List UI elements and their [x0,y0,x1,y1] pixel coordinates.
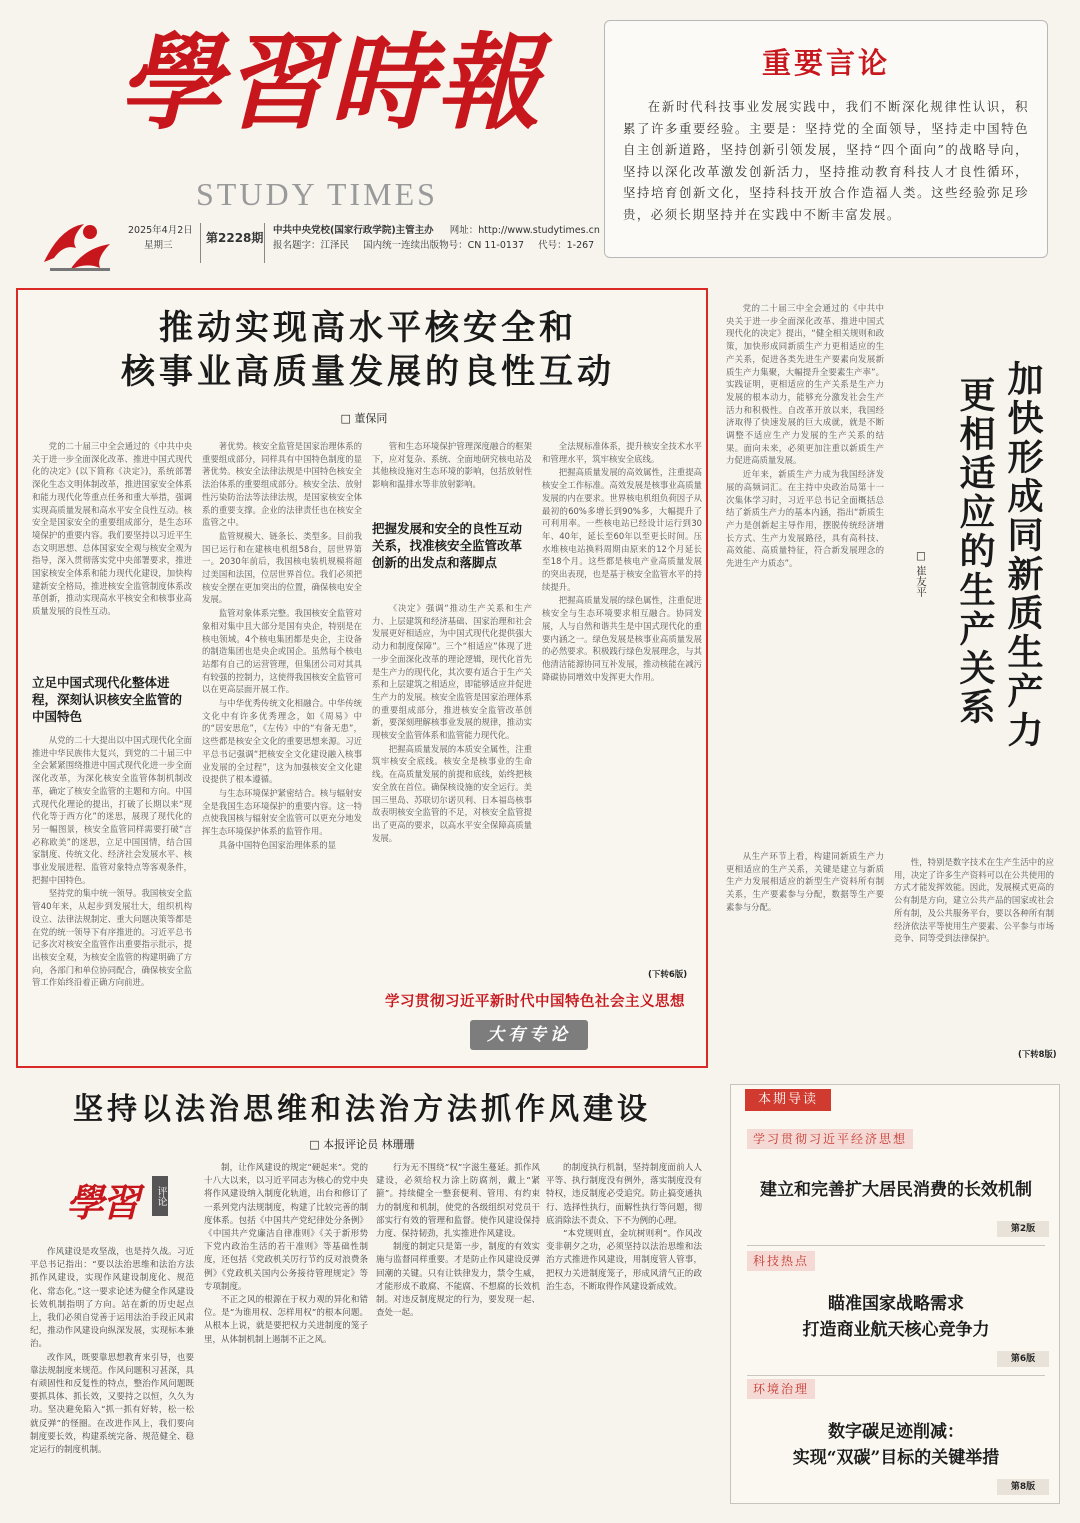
commentary-logo-text: 學習 [66,1180,139,1225]
paragraph: 与中华优秀传统文化相融合。中华传统文化中有许多优秀理念，如《周易》中的“居安思危”，《左传》中的“有备无患”，这些都是核安全文化的重要思想来源。习近平总书记强调“把核安全文化建设融入核事业发展的全过程”，这为加强核安全文化建设提供了根本遵循。 [202,698,362,785]
column-banner [376,990,694,1060]
guide-category: 科技热点 [747,1251,815,1271]
paragraph: 改作风，既要靠思想教育来引导，也要靠法规制度来规范。作风问题积习甚深，具有顽固性和反复性的特点，整治作风问题既要抓具体、抓长效，又要持之以恒，久久为功。坚决避免陷入“抓一抓有好转，松一松就反弹”的怪圈。在改进作风上，我们要向制度要长效，构建系统完备、规范健全、稳定运行的制度机制。 [30,1352,194,1456]
lead-title-line-1: 推动实现高水平核安全和 [159,308,577,348]
guide-item-title[interactable] [731,1177,1061,1203]
paragraph: 著优势。核安全监管是国家治理体系的重要组成部分，同样具有中国特色制度的显著优势。核安全法律法规是中国特色核安全法治体系的重要组成部分。核安全法、放射性污染防治法等法律法规，是国家核安全体系的重要支撑。企业的法律责任也在核安全监管之中。 [202,441,362,528]
right-article-title-line-2: 更相适应的生产关系 [954,376,996,727]
commentary-column-3 [376,1162,540,1506]
right-article-author: □ 崔友平 [915,550,927,597]
party-school-emblem-icon [40,218,118,276]
divider [747,1245,1045,1246]
paragraph: 具备中国特色国家治理体系的显 [218,839,337,850]
lead-subhead-1: 立足中国式现代化整体进程，深刻认识核安全监管的中国特色 [32,675,183,724]
right-column-2 [894,856,1054,1046]
commentary-logo-tag: 评论 [152,1176,168,1216]
cn-number: 国内统一连续出版物号：CN 11-0137 [363,240,525,252]
name-inscription: 报名题字：江泽民 [273,240,350,252]
guide-page-label: 第8版 [997,1479,1049,1495]
lead-column-1b [32,734,192,1056]
right-article [718,288,1064,1068]
paragraph: 与生态环境保护紧密结合。核与辐射安全是我国生态环境保护的重要内容。这一特点使我国核与辐射安全监管可以更充分地发挥生态环境保护体系的监管作用。 [202,787,362,837]
lead-column-3a [372,440,532,512]
study-commentary-logo [66,1172,176,1232]
issue-guide [730,1084,1060,1504]
commentary-column-4 [546,1162,702,1506]
lead-article [16,288,708,1068]
right-continue-note: (下转8版) [1018,1049,1057,1059]
paragraph: 作风建设是攻坚战，也是持久战。习近平总书记指出：“要以法治思维和法治方法抓作风建设，实现作风建设制度化、规范化、常态化。”这一要求论述为健全作风建设长效机制指明了方向。站在新的历史起点上，我们必须自觉善于运用法治手段正风肃纪，推动作风建设向纵深发展，实现标本兼治。 [30,1247,194,1350]
guide-item-line[interactable]: 建立和完善扩大居民消费的长效机制 [760,1180,1032,1200]
speech-box-title: 重要言论 [761,46,890,80]
website: 网址：http://www.studytimes.cn [449,225,600,236]
issue-number: 第2228期 [200,223,265,263]
issue-weekday: 星期三 [144,240,173,252]
newspaper-logo: 學習時報 [118,21,543,144]
publisher: 中共中央党校(国家行政学院)主管主办 [273,225,434,236]
lead-title-line-2: 核事业高质量发展的良性互动 [121,352,615,392]
paragraph: 《决定》强调“推动生产关系和生产力、上层建筑和经济基础、国家治理和社会发展更好相适应，为中国式现代化提供强大动力和制度保障”。三个“相适应”体现了进一步全面深化改革的理论逻辑，现代化首先是生产力的现代化，其次要有适合于生产关系和上层建筑之相适应，即能够适应并促进生产力的发展。核安全监管是国家治理体系的重要组成部分，推进核安全监管改革创新，要深刻理解核事业发展的规律，推动实现核安全监管体系和监管能力现代化。 [372,603,532,741]
commentary-author: □ 本报评论员 林珊珊 [309,1138,415,1151]
paragraph: 近年来，新质生产力成为我国经济发展的高频词汇。在主持中央政治局第十一次集体学习时，习近平总书记全面概括总结了新质生产力的基本内涵，指出“新质生产力是创新起主导作用，摆脱传统经济增长方式、生产力发展路径，具有高科技、高效能、高质量特征，符合新发展理念的先进生产力质态”。 [726,469,884,569]
issue-date: 2025年4月2日 [128,225,193,236]
lead-article-author: □ 董保同 [340,412,388,425]
lead-column-4 [542,440,702,964]
paragraph: 不正之风的根源在于权力观的异化和错位。是“为谁用权、怎样用权”的根本问题。从根本上说，就是要把权力关进制度的笼子里，从体制机制上遏制不正之风。 [204,1295,368,1345]
speech-box-text: 在新时代科技事业发展实践中，我们不断深化规律性认识，积累了许多重要经验。主要是：坚持党的全面领导，坚持走中国特色自主创新道路，坚持创新引领发展，坚持“四个面向”的战略导向，坚持以深化改革激发创新活力，坚持推动教育科技人才良性循环，坚持培育创新文化，坚持科技开放合作造福人类。这些经验弥足珍贵，必须长期坚持并在实践中不断丰富发展。 [623,99,1029,222]
paragraph: 把握高质量发展的本质安全属性，注重筑牢核安全底线。核安全是核事业的生命线。在高质量发展的前提和底线，始终把核安全放在首位。确保核设施的安全运行。美国三里岛、苏联切尔诺贝利、日本福岛核事故表明核安全监管的不足，对核安全监管提出了更高的要求，以高水平安全保障高质量发展。 [372,743,532,843]
guide-item-line[interactable]: 实现“双碳”目标的关键举措 [792,1448,1000,1468]
important-speech-box [604,20,1048,258]
commentary-column-2 [204,1162,368,1506]
paragraph: 管和生态环境保护管理深度融合的框架下，应对复杂、系统、全面地研究核电站及其他核设施对生态环境的影响，包括放射性影响和温排水等非放射影响。 [372,441,532,490]
right-column-1 [726,302,884,846]
paragraph: 全法规标准体系，提升核安全技术水平和管理水平，筑牢核安全底线。 [542,441,702,464]
paragraph: 坚持党的集中统一领导。我国核安全监管40年来，从起步到发展壮大，组织机构设立、法律法规制定、重大问题决策等都是在党的统一领导下有序推进的。习近平总书记多次对核安全监管作出重要指示批示，提出核安全观，为核安全监管的构建明确了方向，各部门和单位协同配合，确保核安全监管工作始终沿着正确方向前进。 [32,888,192,988]
guide-item-title[interactable] [731,1419,1061,1471]
commentary-title: 坚持以法治思维和法治方法抓作风建设 [73,1092,651,1127]
paragraph: 监管对象体系完整。我国核安全监管对象相对集中且大部分是国有央企，特别是在核电领域。4个核电集团都是央企，主设备的制造集团也是央企或国企。虽然每个核电站都有自己的运营管理，但集团公司对其具有较强的控制力，这使得我国核安全监管可以在更高层面开展工作。 [202,608,362,695]
newspaper-logo-english: STUDY TIMES [196,176,438,212]
guide-page-label: 第2版 [997,1221,1049,1237]
lead-column-3b [372,602,532,984]
paragraph: 党的二十届三中全会通过的《中共中央关于进一步全面深化改革、推进中国式现代化的决定》提出，“健全相关规则和政策，加快形成同新质生产力更相适应的生产关系，促进各类先进生产要素向发展新质生产力集聚，大幅提升全要素生产率”。实践证明，更相适应的生产关系是生产力发展的根本动力，能够充分激发社会生产活力和积极性。自改革开放以来，我国经济取得了快速发展的巨大成就，就是不断调整不适应生产力发展的生产关系的结果。面向未来，必须更加注重以新质生产力促进高质量发展。 [726,303,884,466]
paragraph: 的制度执行机制，坚持制度面前人人平等、执行制度没有例外，落实制度没有特权，违反制度必受追究。防止搞变通执行、选择性执行，面解性执行等问题，彻底消除法不责众、下不为例的心理。 [546,1163,702,1226]
guide-page-label: 第6版 [997,1351,1049,1367]
right-article-title-line-1: 加快形成同新质生产力 [1002,360,1044,750]
guide-item-line[interactable]: 打造商业航天核心竞争力 [802,1320,990,1340]
guide-item-line[interactable]: 瞄准国家战略需求 [828,1294,964,1314]
paragraph: 制，让作风建设的规定“硬起来”。党的十八大以来，以习近平同志为核心的党中央将作风建设纳入制度化轨道，出台和修订了一系列党内法规制度，构建了比较完善的制度体系。包括《中国共产党纪律处分条例》《中国共产党廉洁自律准则》《关于新形势下党内政治生活的若干准则》等基础性制度，还包括《党政机关厉行节约反对浪费条例》《党政机关国内公务接待管理规定》等专项制度。 [204,1163,368,1292]
paragraph: 制度的制定只是第一步，制度的有效实施与监督同样重要。才是防止作风建设反弹回潮的关键。只有让铁律发力，禁令生威，才能形成不敢腐、不能腐、不想腐的长效机制。对违反制度规定的行为，要发现一起、查处一起。 [376,1242,540,1319]
guide-item-line[interactable]: 数字碳足迹削减： [828,1422,964,1442]
lead-column-2 [202,440,362,1056]
paragraph: “本党规则直，金坑树则利”。作风改变非朝夕之功，必须坚持以法治思维和法治方式推进作风建设，用制度管人管事，把权力关进制度笼子，形成风清气正的政治生态，不断取得作风建设新成效。 [546,1229,702,1292]
column-banner-label: 大有专论 [470,1020,588,1050]
post-code: 代号：1-267 [538,240,595,252]
issue-guide-header: 本期导读 [745,1089,831,1111]
commentary-article [16,1074,708,1514]
paragraph: 从党的二十大提出以中国式现代化全面推进中华民族伟大复兴，到党的二十届三中全会紧紧围绕推进中国式现代化进一步全面深化改革，为深化核安全监管体制机制改革，确定了核安全监管的主题和方向。中国式现代化理论的提出，打破了长期以来“现代化等于西方化”的迷思，展现了现代化的另一幅图景，核安全监管同样需要打破“言必称欧美”的迷思，立足中国国情，结合国家制度、传统文化、经济社会发展水平、核事业发展进程、监管对象特点等客观条件，把握中国特色。 [32,735,192,885]
masthead [40,18,600,293]
lead-subhead-2: 把握发展和安全的良性互动关系，找准核安全监管改革创新的出发点和落脚点 [372,521,523,570]
lead-continue-note: (下转6版) [648,970,688,980]
guide-category: 环境治理 [747,1379,815,1399]
guide-item-title[interactable] [731,1291,1061,1343]
divider [747,1375,1045,1376]
paragraph: 行为无不围绕“权”字滋生蔓延。抓作风建设，必须给权力涂上防腐剂，戴上“紧箍”。持续健全一整套便利、管用、有约束力的制度和机制，使党的各级组织对党员干部实行有效的管理和监督。使作风建设保持力度、保持韧劲，扎实推进作风建设。 [376,1163,540,1240]
guide-category: 学习贯彻习近平经济思想 [747,1129,913,1149]
paragraph: 从生产环节上看，构建同新质生产力更相适应的生产关系，关键是建立与新质生产力发展相适应的新型生产资料所有制关系，生产要素参与分配，数据等生产要素参与分配。 [726,851,884,912]
lead-column-1a [32,440,192,652]
paragraph: 把握高质量发展的高效属性，注重提高核安全工作标准。高效发展是核事业高质量发展的内在要求。世界核电机组负荷因子从最初的60%多增长到90%多，大幅提升了可利用率。一些核电站已经设计运行到30年、40年，延长至60年以至更长时间。压水堆核电站换料周期由原来的12个月延长至18个月。这些都是核电产业高质量发展的突出表现，也是基于核安全监管水平的持续提升。 [542,467,702,592]
commentary-column-1 [30,1246,194,1506]
right-column-1b [726,850,884,1062]
paragraph: 把握高质量发展的绿色属性，注重促进核安全与生态环境要求相互融合。协同发展，人与自然和谐共生是中国式现代化的重要内涵之一。绿色发展是核事业高质量发展的必然要求。积极践行绿色发展理念，与其他清洁能源协同互补发展，推动核能在减污降碳协同增效中发挥更大作用。 [542,595,702,682]
lead-article-title [58,306,678,394]
paragraph: 性，特别是数字技术在生产生活中的应用，决定了许多生产资料可以在公共使用的方式才能发挥效能。因此，发展模式更高的公有制是方向，建立公共产品的国家或社会所有制，及公共服务平台，要以各种所有制经济依法平等使用生产要素、公平参与市场竞争、同等受到法律保护。 [894,857,1054,944]
column-banner-title: 学习贯彻习近平新时代中国特色社会主义思想 [385,994,685,1010]
paragraph: 监管规模大、链条长、类型多。目前我国已运行和在建核电机组58台，居世界第一。2030年前后，我国核电装机规模将超过美国和法国，位居世界首位。我们必须把核安全摆在更加突出的位置，确保核电安全发展。 [202,530,362,605]
paragraph: 党的二十届三中全会通过的《中共中央关于进一步全面深化改革、推进中国式现代化的决定》(以下简称《决定》)，系统部署深化生态文明体制改革，推进国家安全体系和能力现代化等重点任务和重大举措，强调实现高质量发展和高水平安全良性互动。核安全是国家安全的重要组成部分，是生态环境保护的重要内容。我们要坚持以习近平生态文明思想、总体国家安全观与核安全观为指导，深入贯彻落实党中央部署要求，推进国家核安全体系和能力现代化建设，加快构建新安全格局，推进核安全监管制度体系改革创新，推动实现高水平核安全和核事业高质量发展的良性互动。 [32,441,192,617]
